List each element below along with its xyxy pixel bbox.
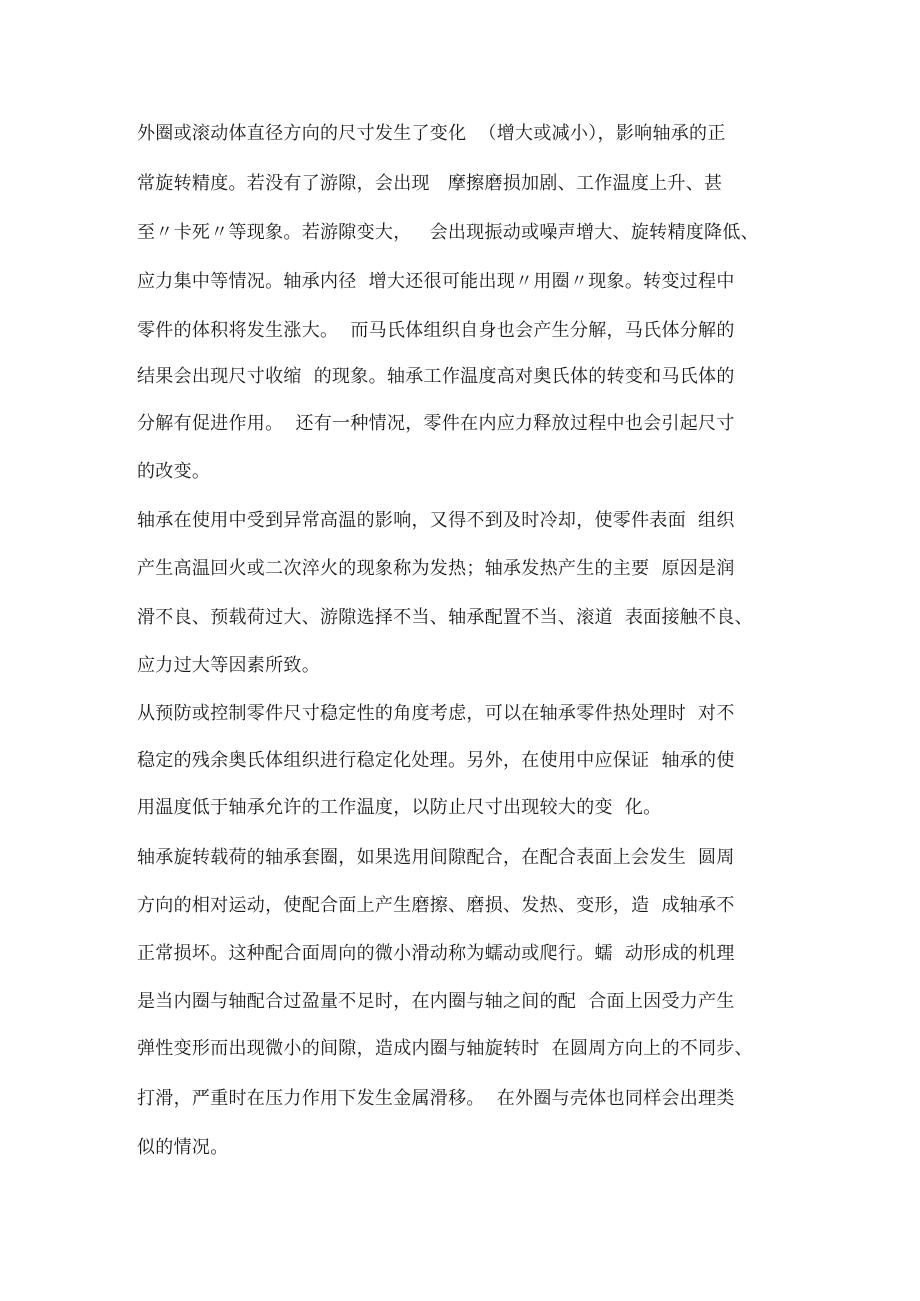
paragraph-2-line-2: 产生高温回火或二次淬火的现象称为发热；轴承发热产生的主要 原因是润 (137, 558, 735, 579)
paragraph-4-line-5: 弹性变形而出现微小的间隙，造成内圈与轴旋转时 在圆周方向上的不同步、 (137, 1038, 753, 1059)
paragraph-4-line-2: 方向的相对运动，使配合面上产生磨擦、磨损、发热、变形，造 成轴承不 (137, 895, 735, 916)
paragraph-4-line-1: 轴承旋转载荷的轴承套圈，如果选用间隙配合，在配合表面上会发生 圆周 (137, 847, 735, 868)
paragraph-1-line-2: 常旋转精度。若没有了游隙，会出现 摩擦磨损加剧、工作温度上升、甚 (137, 173, 723, 194)
paragraph-2-line-3: 滑不良、预载荷过大、游隙选择不当、轴承配置不当、滚道 表面接触不良、 (137, 607, 753, 628)
paragraph-1-line-5: 零件的体积将发生涨大。 而马氏体组织自身也会产生分解，马氏体分解的 (137, 320, 735, 341)
paragraph-1-line-3: 至〃卡死〃等现象。若游隙变大， 会出现振动或噪声增大、旋转精度降低、 (137, 222, 759, 243)
paragraph-3-line-1: 从预防或控制零件尺寸稳定性的角度考虑，可以在轴承零件热处理时 对不 (137, 703, 735, 724)
paragraph-4-line-4: 是当内圈与轴配合过盈量不足时，在内圈与轴之间的配 合面上因受力产生 (137, 991, 735, 1012)
paragraph-3-line-3: 用温度低于轴承允许的工作温度，以防止尺寸出现较大的变 化。 (137, 797, 662, 818)
paragraph-1-line-8: 的改变。 (137, 461, 211, 482)
paragraph-1-line-1: 外圈或滚动体直径方向的尺寸发生了变化 （增大或减小），影响轴承的正 (137, 123, 726, 144)
paragraph-1-line-4: 应力集中等情况。轴承内径 增大还很可能出现〃用圈〃现象。转变过程中 (137, 271, 735, 292)
paragraph-2-line-4: 应力过大等因素所致。 (137, 655, 320, 676)
paragraph-2-line-1: 轴承在使用中受到异常高温的影响，又得不到及时冷却，使零件表面 组织 (137, 510, 735, 531)
paragraph-1-line-6: 结果会出现尺寸收缩 的现象。轴承工作温度高对奥氏体的转变和马氏体的 (137, 366, 735, 387)
paragraph-1-line-7: 分解有促进作用。 还有一种情况，零件在内应力释放过程中也会引起尺寸 (137, 413, 735, 434)
paragraph-3-line-2: 稳定的残余奥氏体组织进行稳定化处理。另外，在使用中应保证 轴承的使 (137, 750, 735, 771)
paragraph-4-line-3: 正常损坏。这种配合面周向的微小滑动称为蠕动或爬行。蠕 动形成的机理 (137, 943, 735, 964)
paragraph-4-line-6: 打滑，严重时在压力作用下发生金属滑移。 在外圈与壳体也同样会出理类 (137, 1088, 735, 1109)
paragraph-4-line-7: 似的情况。 (137, 1137, 229, 1158)
